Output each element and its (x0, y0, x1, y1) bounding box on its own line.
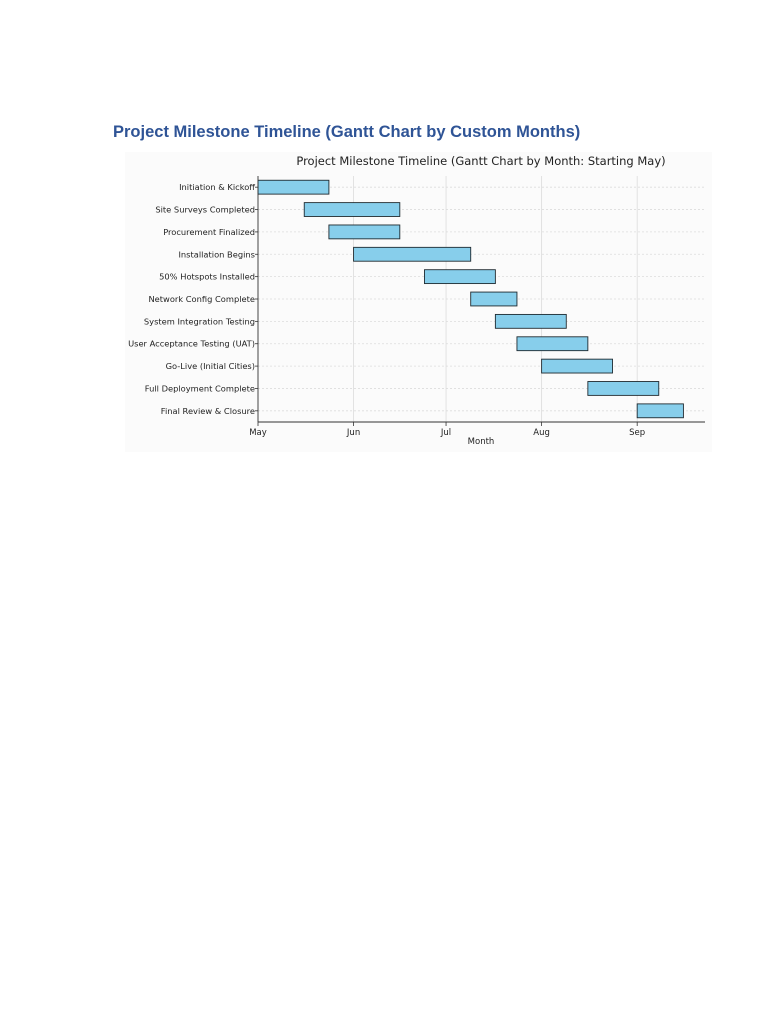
y-tick-label: Final Review & Closure (160, 405, 255, 416)
gantt-chart-svg (125, 152, 712, 452)
x-axis-label: Month (467, 437, 495, 447)
y-tick-label: System Integration Testing (143, 316, 255, 327)
task-bar (329, 225, 400, 239)
y-tick-label: User Acceptance Testing (UAT) (128, 338, 255, 349)
x-tick-label: Aug (533, 428, 550, 438)
y-tick-labels (128, 182, 255, 416)
task-bar (304, 203, 400, 217)
x-tick-label: Sep (629, 428, 646, 438)
task-bar (258, 180, 329, 194)
x-tick-label: May (249, 428, 267, 438)
task-bar (495, 314, 566, 328)
task-bar (637, 404, 683, 418)
x-tick-labels (249, 428, 645, 438)
gantt-chart (125, 152, 712, 452)
chart-title: Project Milestone Timeline (Gantt Chart by Month: Starting May) (296, 154, 666, 168)
document-heading: Project Milestone Timeline (Gantt Chart by Custom Months) (113, 123, 581, 141)
task-bar (354, 247, 471, 261)
task-bar (424, 270, 495, 284)
x-tick-label: Jul (440, 428, 452, 438)
y-tick-label: 50% Hotspots Installed (159, 271, 255, 282)
task-bar (471, 292, 517, 306)
y-tick-label: Initiation & Kickoff (179, 182, 255, 193)
y-tick-label: Installation Begins (178, 249, 255, 260)
task-bar (588, 382, 659, 396)
y-tick-label: Procurement Finalized (163, 226, 255, 237)
task-bar (517, 337, 588, 351)
x-tick-label: Jun (346, 428, 361, 438)
y-tick-label: Go-Live (Initial Cities) (165, 361, 255, 372)
task-bar (542, 359, 613, 373)
y-tick-label: Network Config Complete (148, 294, 255, 304)
y-tick-label: Site Surveys Completed (155, 204, 255, 215)
y-tick-label: Full Deployment Complete (144, 383, 255, 394)
